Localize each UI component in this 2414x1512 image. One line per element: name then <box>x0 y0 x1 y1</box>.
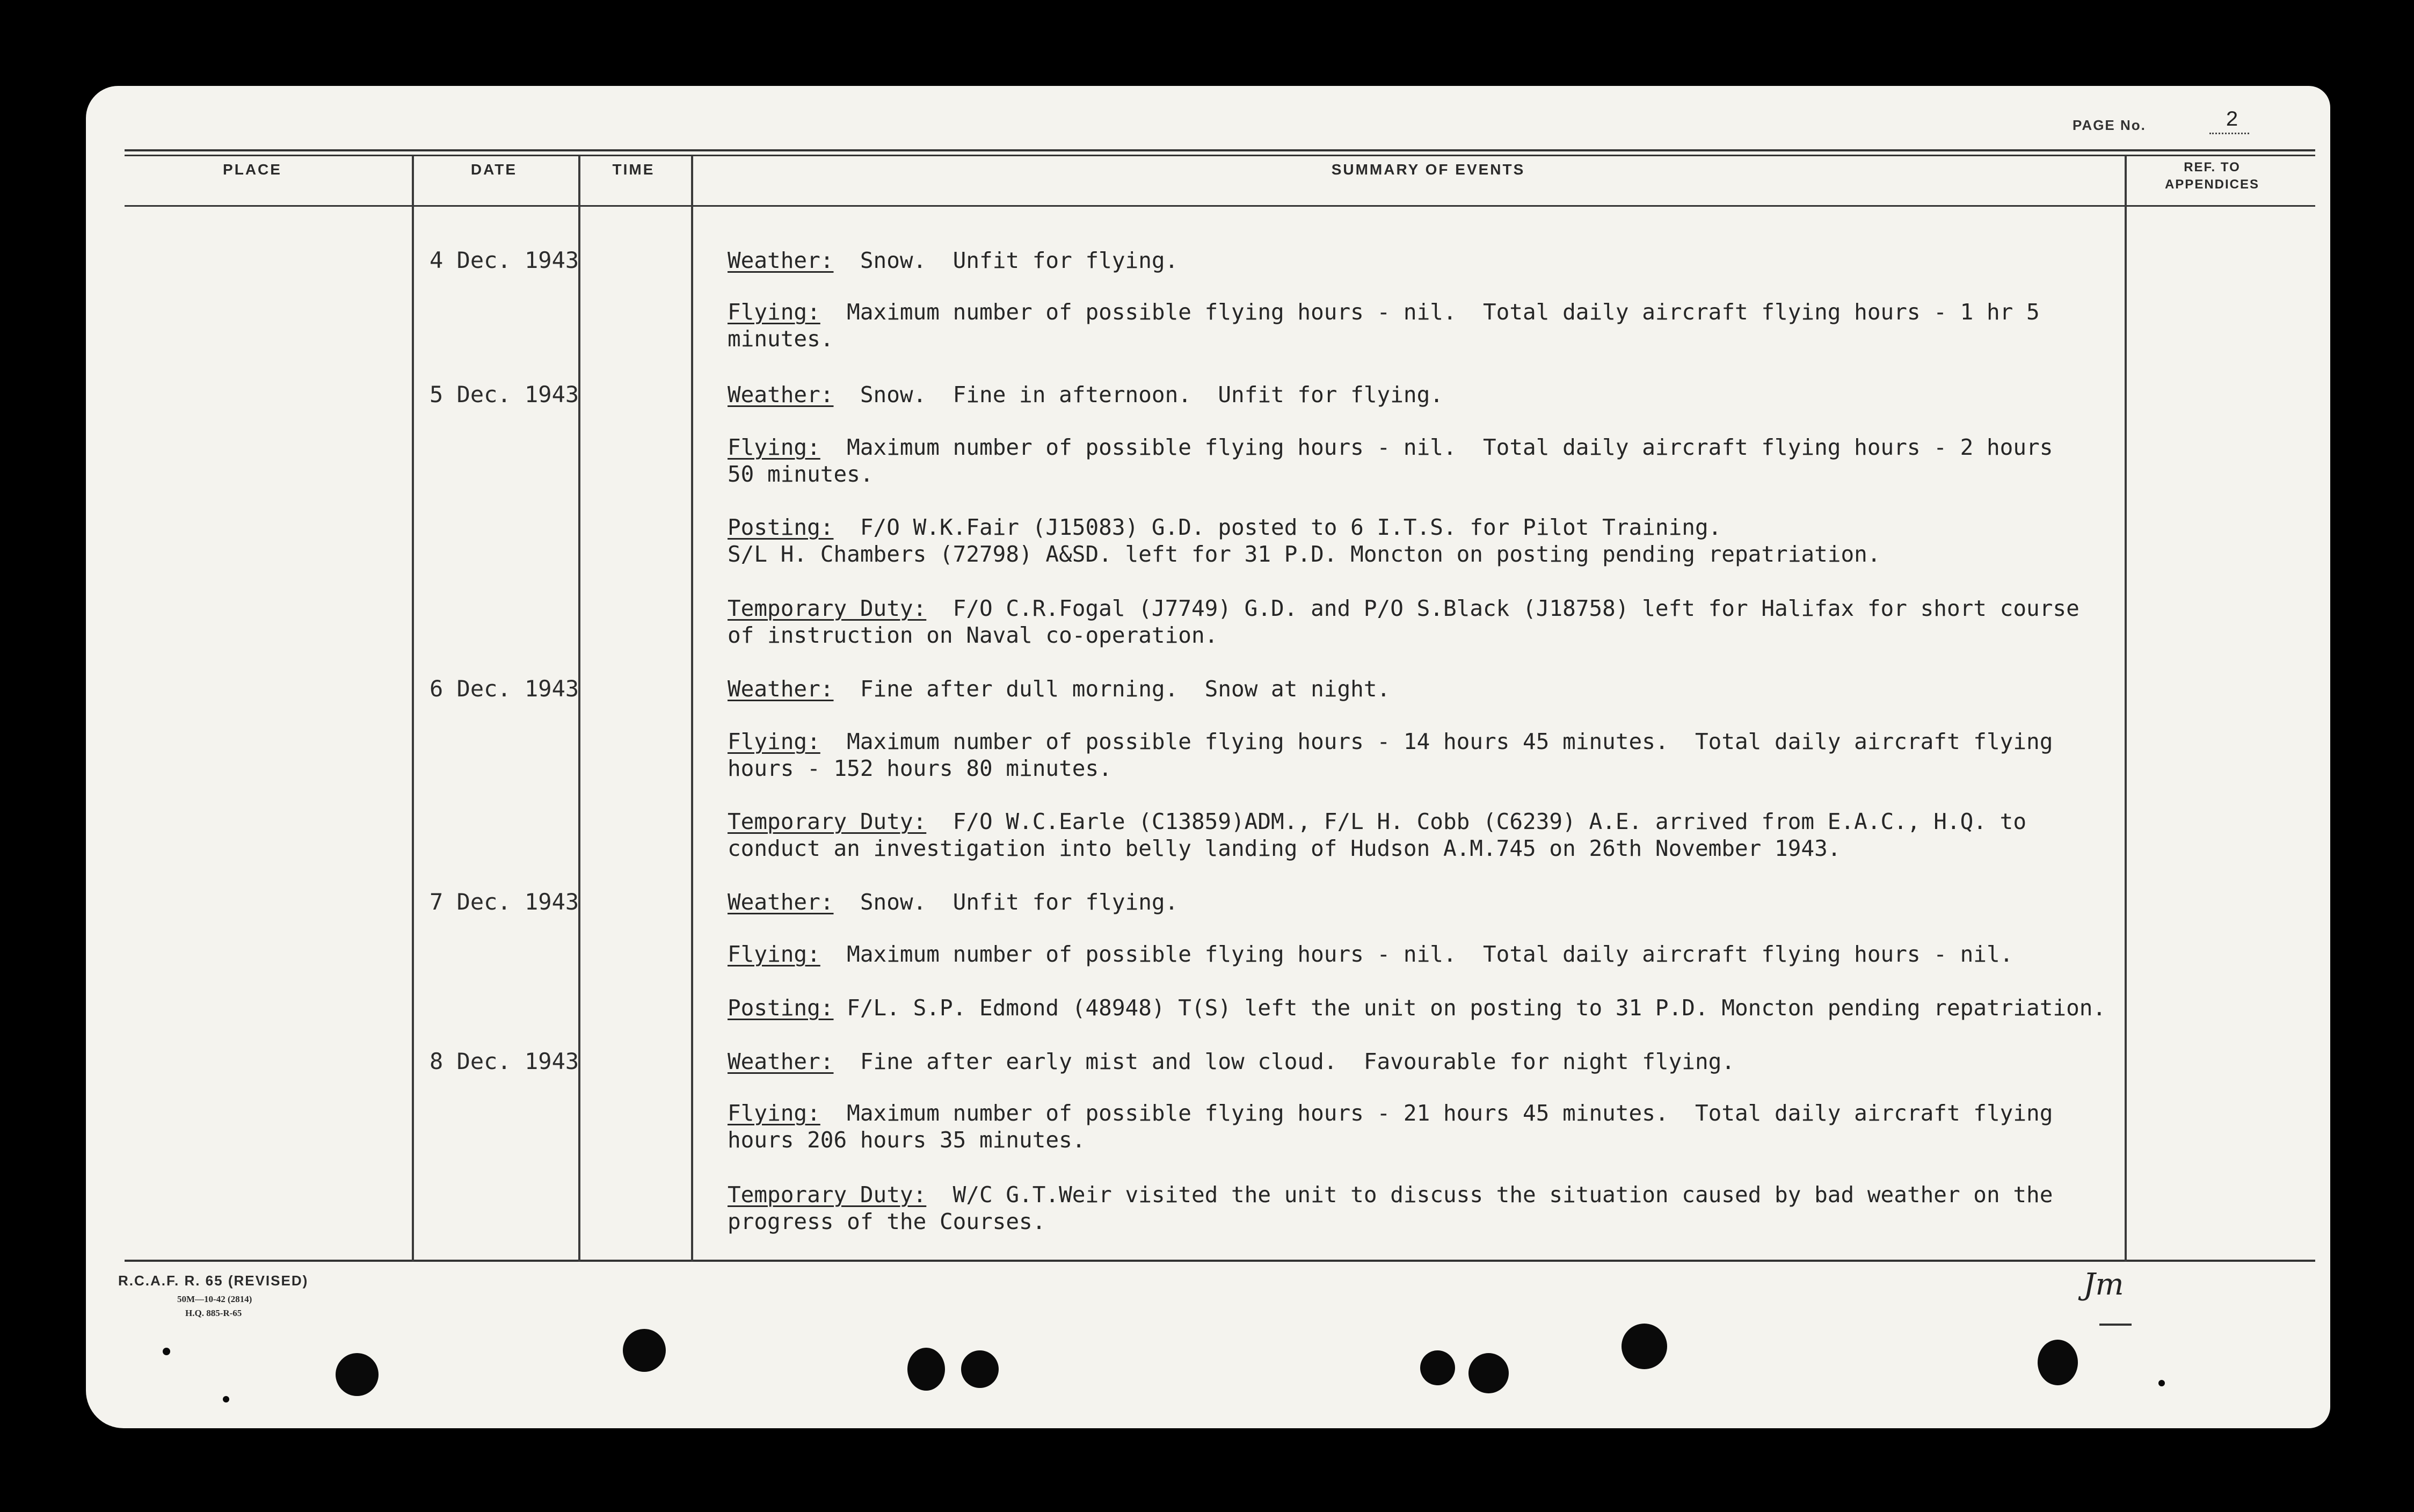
punch-hole <box>961 1350 999 1388</box>
entry-text: Snow. Unfit for flying. <box>833 248 1179 273</box>
punch-hole <box>1468 1353 1509 1393</box>
punch-hole <box>163 1348 170 1355</box>
entry-date: 8 Dec. 1943 <box>430 1048 579 1074</box>
header-summary: SUMMARY OF EVENTS <box>1331 161 1525 178</box>
entry-label: Weather: <box>728 676 834 702</box>
entry-label: Posting: <box>728 995 834 1021</box>
col-divider-date-time <box>578 156 580 1262</box>
bottom-rule <box>125 1260 2315 1262</box>
punch-hole <box>336 1353 379 1396</box>
entry-text: Maximum number of possible flying hours - nil. Total daily aircraft flying hours - 2 hours 50 minutes. <box>728 434 2053 487</box>
punch-hole <box>223 1396 229 1402</box>
event-entry <box>728 808 2193 862</box>
entry-label: Flying: <box>728 299 820 325</box>
event-entry <box>728 889 2193 915</box>
header-ref-appendices: REF. TO APPENDICES <box>2164 160 2260 192</box>
col-divider-time-summary <box>691 156 693 1262</box>
entry-text: F/O W.K.Fair (J15083) G.D. posted to 6 I.T.S. for Pilot Training. S/L H. Chambers (72798) A&SD. left for 31 P.D. Moncton on posting pending repatriation. <box>728 514 1881 567</box>
event-entry <box>728 434 2193 488</box>
entry-date: 6 Dec. 1943 <box>430 675 579 702</box>
form-hq-code: H.Q. 885-R-65 <box>185 1308 242 1318</box>
punch-hole <box>2038 1340 2078 1385</box>
entry-text: Maximum number of possible flying hours - 14 hours 45 minutes. Total daily aircraft flying hours - 152 hours 80 minutes. <box>728 729 2053 781</box>
form-number: R.C.A.F. R. 65 (REVISED) <box>118 1273 309 1289</box>
entry-label: Flying: <box>728 1100 820 1126</box>
page-number-label: PAGE No. <box>2073 117 2146 133</box>
punch-hole <box>623 1329 666 1372</box>
diary-form <box>86 86 2330 1428</box>
event-entry <box>728 247 2193 274</box>
entry-date: 7 Dec. 1943 <box>430 889 579 915</box>
header-place: PLACE <box>223 161 282 178</box>
event-entry <box>728 595 2193 649</box>
punch-hole <box>1420 1350 1455 1385</box>
entry-date: 4 Dec. 1943 <box>430 247 579 273</box>
entry-text: Snow. Unfit for flying. <box>833 889 1179 915</box>
entry-label: Weather: <box>728 1049 834 1074</box>
header-rule <box>125 205 2315 207</box>
handwritten-initials: Jm <box>2083 1267 2124 1302</box>
entry-label: Temporary Duty: <box>728 809 927 834</box>
entry-label: Flying: <box>728 729 820 754</box>
header-date: DATE <box>470 161 518 178</box>
header-time: TIME <box>612 161 655 178</box>
entry-text: Fine after dull morning. Snow at night. <box>833 676 1391 702</box>
event-entry <box>728 299 2193 352</box>
initials-underline <box>2099 1324 2132 1326</box>
event-entry <box>728 941 2193 968</box>
event-entry <box>728 381 2193 408</box>
event-entry <box>728 994 2193 1021</box>
event-entry <box>728 514 2193 568</box>
entry-label: Temporary Duty: <box>728 1182 927 1208</box>
entry-label: Weather: <box>728 889 834 915</box>
page-number: 2 <box>2209 108 2249 134</box>
event-entry <box>728 675 2193 702</box>
entry-label: Posting: <box>728 514 834 540</box>
entry-text: F/O W.C.Earle (C13859)ADM., F/L H. Cobb (C6239) A.E. arrived from E.A.C., H.Q. to conduct an investigation into belly landing of Hudson A.M.745 on 26th November 1943. <box>728 809 2027 861</box>
top-rule-2 <box>125 155 2315 156</box>
event-entry <box>728 1048 2193 1075</box>
entry-text: W/C G.T.Weir visited the unit to discuss the situation caused by bad weather on the progress of the Courses. <box>728 1182 2053 1234</box>
entry-label: Weather: <box>728 382 834 408</box>
entry-date: 5 Dec. 1943 <box>430 381 579 408</box>
event-entry <box>728 1181 2193 1235</box>
entry-text: Fine after early mist and low cloud. Favourable for night flying. <box>833 1049 1735 1074</box>
event-entry <box>728 1100 2193 1153</box>
entry-text: Maximum number of possible flying hours - 21 hours 45 minutes. Total daily aircraft flying hours 206 hours 35 minutes. <box>728 1100 2053 1153</box>
entry-text: F/L. S.P. Edmond (48948) T(S) left the unit on posting to 31 P.D. Moncton pending repatriation. <box>833 995 2106 1021</box>
punch-hole <box>907 1348 945 1391</box>
entry-text: F/O C.R.Fogal (J7749) G.D. and P/O S.Black (J18758) left for Halifax for short course of instruction on Naval co-operation. <box>728 595 2079 648</box>
entry-text: Maximum number of possible flying hours - nil. Total daily aircraft flying hours - nil. <box>820 941 2013 967</box>
punch-hole <box>1622 1324 1667 1369</box>
entry-label: Weather: <box>728 248 834 273</box>
entry-text: Maximum number of possible flying hours - nil. Total daily aircraft flying hours - 1 hr 5 minutes. <box>728 299 2040 352</box>
entry-text: Snow. Fine in afternoon. Unfit for flying. <box>833 382 1443 408</box>
punch-hole <box>2158 1380 2165 1386</box>
col-divider-place-date <box>412 156 414 1262</box>
form-print-code: 50M—10-42 (2814) <box>177 1294 252 1304</box>
event-entry <box>728 728 2193 782</box>
entry-label: Temporary Duty: <box>728 595 927 621</box>
top-rule-1 <box>125 149 2315 151</box>
entry-label: Flying: <box>728 941 820 967</box>
entry-label: Flying: <box>728 434 820 460</box>
